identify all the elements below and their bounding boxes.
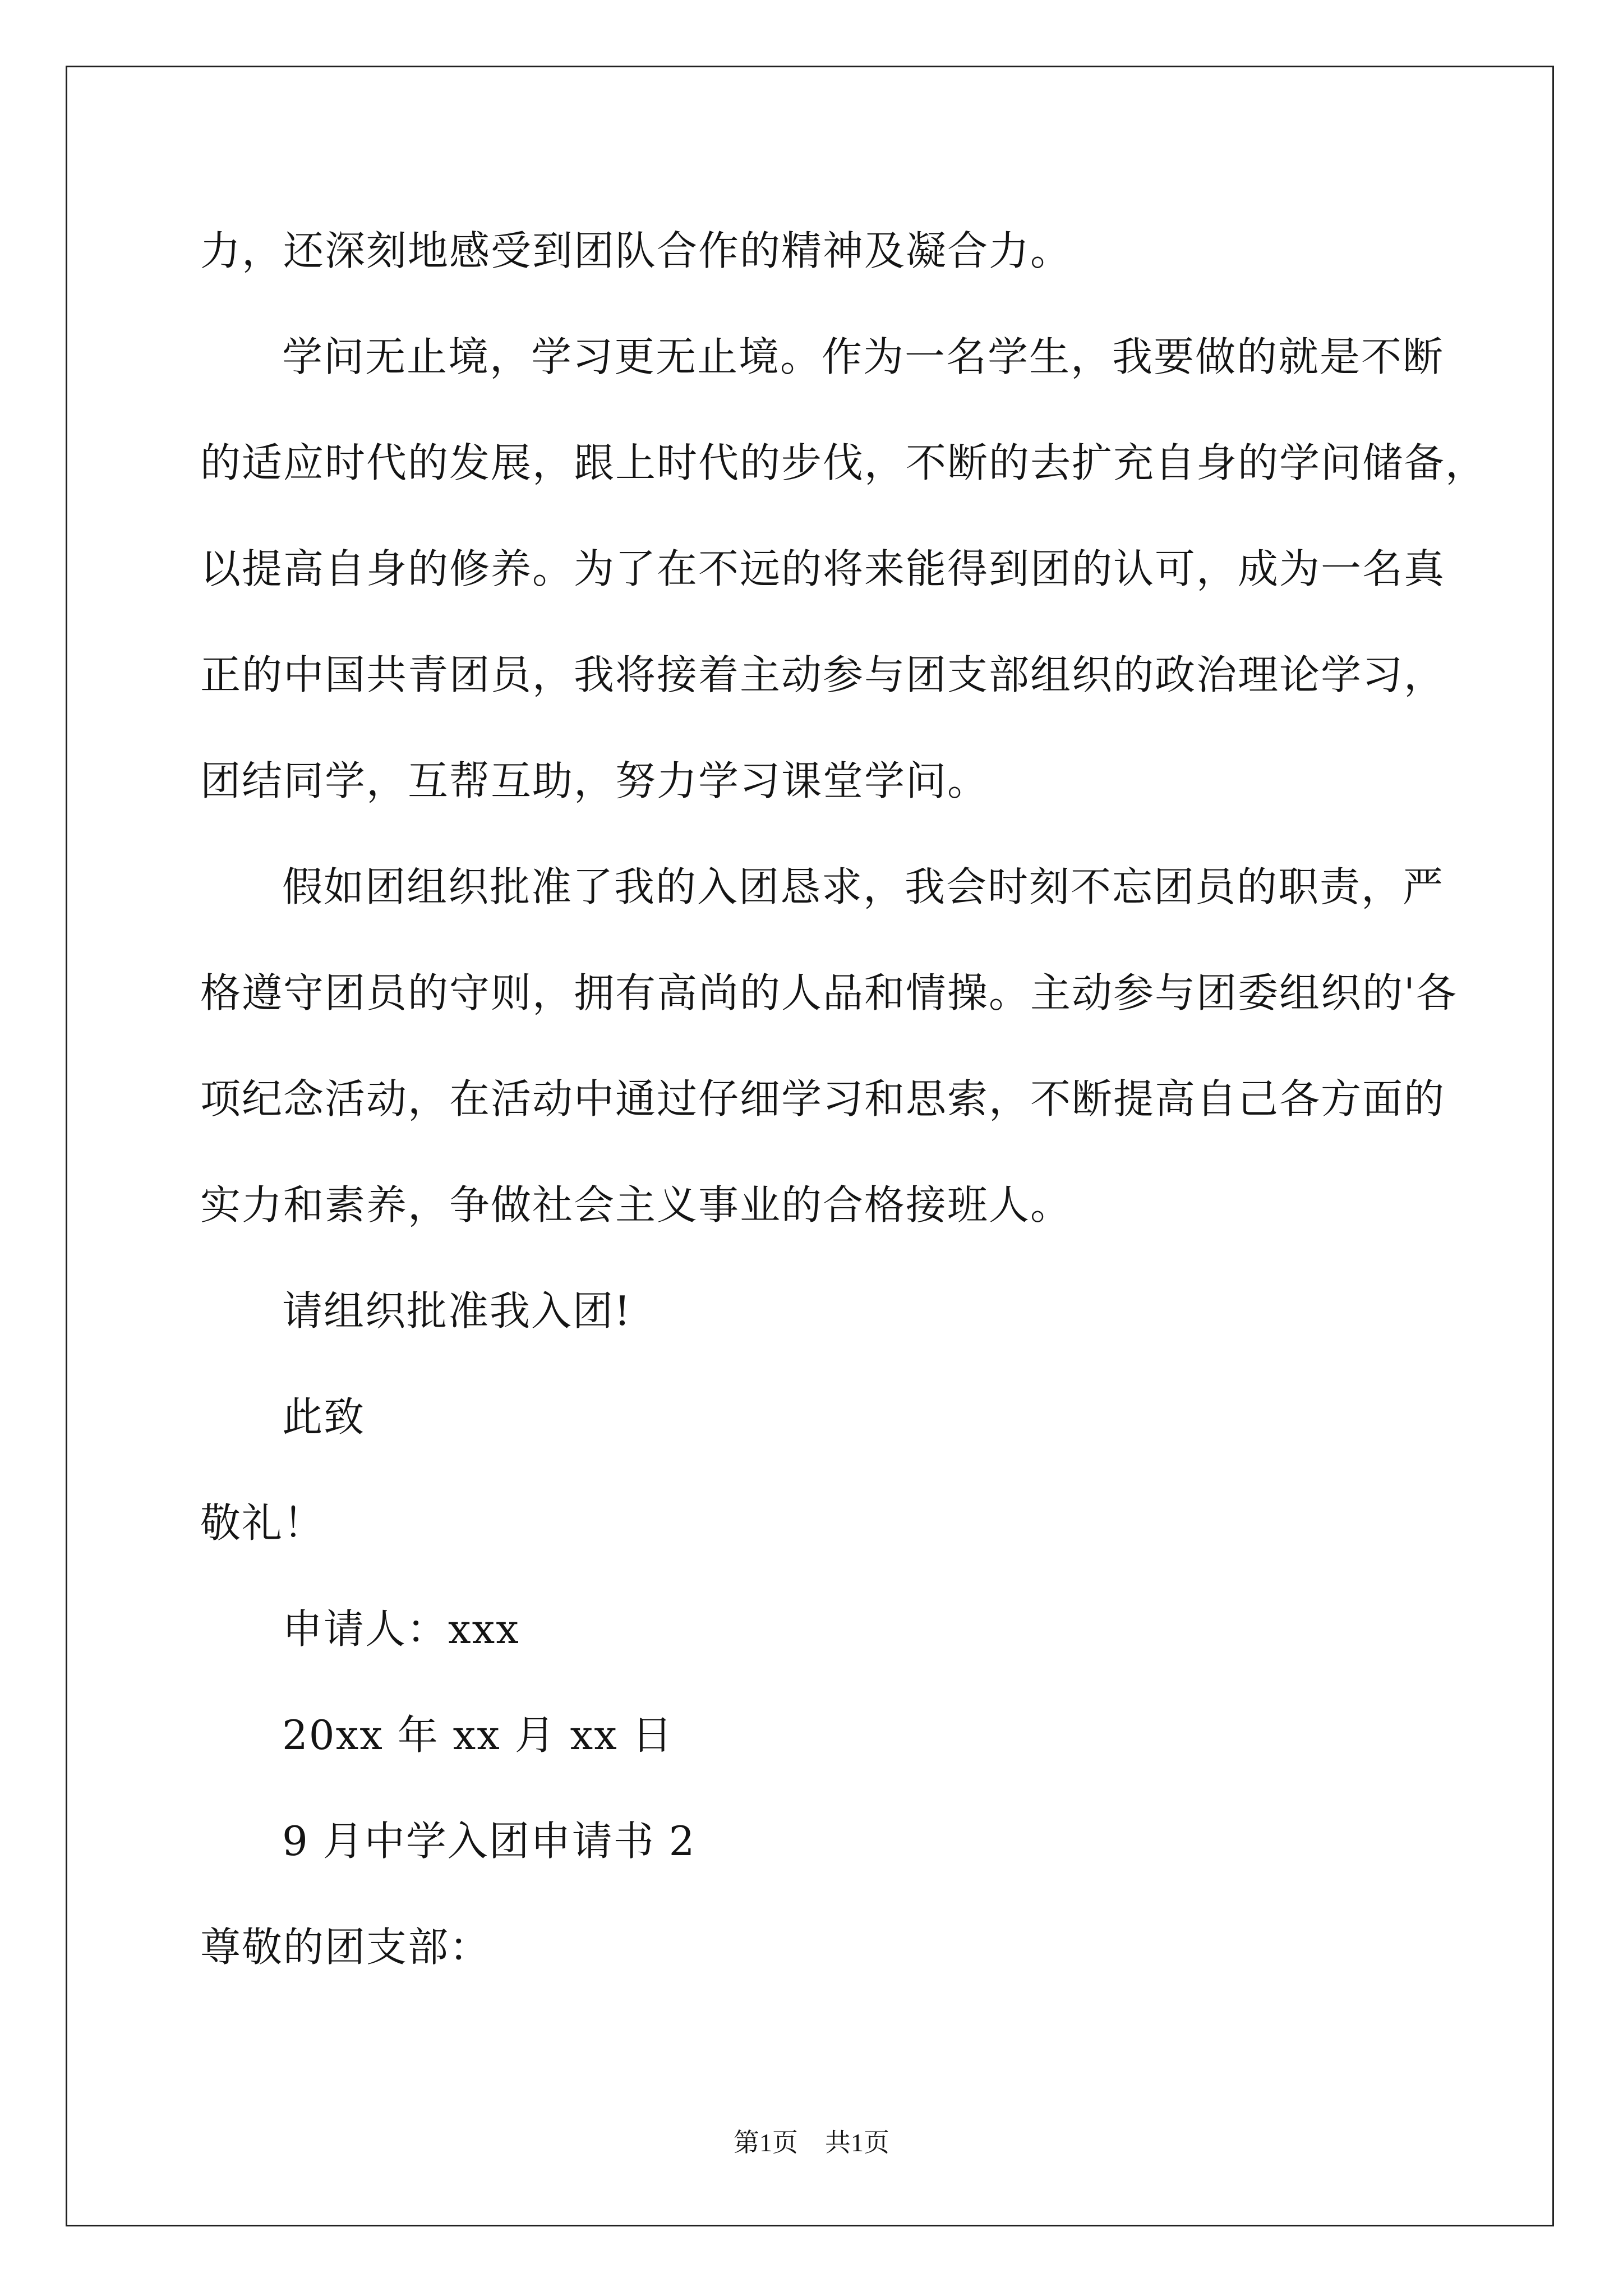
paragraph-study-line: 团结同学，互帮互助，努力学习课堂学问。	[200, 757, 989, 804]
document-body	[200, 198, 1529, 2000]
next-letter-title: 9 月中学入团申请书 2	[282, 1818, 696, 1865]
paragraph-pledge-line: 假如团组织批准了我的入团恳求，我会时刻不忘团员的职责，严	[282, 863, 1445, 910]
next-letter-salutation: 尊敬的团支部：	[200, 1924, 491, 1971]
closing-line: 此致	[282, 1393, 366, 1441]
paragraph-pledge-line: 项纪念活动，在活动中通过仔细学习和思索，不断提高自己各方面的	[200, 1075, 1446, 1122]
paragraph-study-line: 学问无止境，学习更无止境。作为一名学生，我要做的就是不断	[282, 333, 1445, 380]
applicant-line: 申请人：xxx	[282, 1605, 520, 1653]
request-line: 请组织批准我入团!	[282, 1287, 631, 1335]
page-number-current: 第1页	[734, 2128, 798, 2157]
page-number-total: 共1页	[825, 2128, 889, 2157]
paragraph-pledge-line: 实力和素养，争做社会主义事业的合格接班人。	[200, 1181, 1072, 1228]
paragraph-pledge-line: 格遵守团员的守则，拥有高尚的人品和情操。主动参与团委组织的'各	[200, 969, 1458, 1016]
paragraph-study-line: 的适应时代的发展，跟上时代的步伐，不断的去扩充自身的学问储备，	[200, 439, 1487, 486]
page-footer	[0, 2126, 1623, 2160]
paragraph-study-line: 以提高自身的修养。为了在不远的将来能得到团的认可，成为一名真	[200, 545, 1446, 592]
continuation-line: 力，还深刻地感受到团队合作的精神及凝合力。	[200, 227, 1072, 274]
paragraph-study-line: 正的中国共青团员，我将接着主动参与团支部组织的政治理论学习，	[200, 651, 1446, 698]
date-line: 20xx 年 xx 月 xx 日	[282, 1711, 674, 1759]
salute-line: 敬礼！	[200, 1499, 325, 1547]
